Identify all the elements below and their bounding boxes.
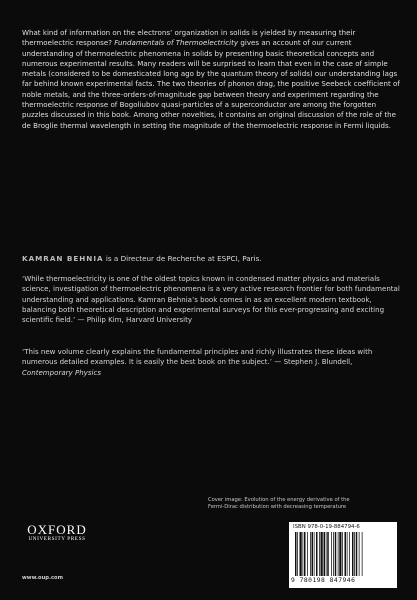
review-quote-kim [22,274,402,325]
review-quote-blundell-source: Contemporary Physics [22,367,102,377]
book-title: Fundamentals of Thermoelectricity [114,38,239,48]
author-name: KAMRAN BEHNIA [22,254,104,263]
cover-credit-line-1: Cover image: Evolution of the energy derivative of the [208,497,350,503]
publisher-logo [22,523,92,543]
blurb-text-start: What kind of information on the electrons’ organization in solids is yielded by measuring their thermoelectric response? [22,28,356,48]
barcode-icon [293,532,393,577]
book-blurb [22,28,402,131]
blurb-text-end: gives an account of our current understanding of thermoelectric phenomena in solids by presenting basic theoretical concepts and numerous experimental results. Many readers will be surprised to learn that even in the case of simple metals (considered to be domesticated long ago by the quantum theory of solids) our understanding lags far behind known experimental facts. The two theories of phonon drag, the positive Seebeck coefficient of noble metals, and the three-orders-of-magnitude gap between theory and experiment regarding the thermoelectric response of Bogoliubov quasi-particles of a superconductor are among the forgotten puzzles discussed in this book. Among other novelties, it contains an original discussion of the role of the de Broglie thermal wavelength in setting the magnitude of the thermoelectric response in Fermi liquids. [22,38,400,130]
isbn-barcode-panel [289,522,397,588]
cover-credit-line-2: Fermi-Dirac distribution with decreasing temperature [208,504,347,511]
review-quote-blundell [22,347,402,378]
publisher-url: www.oup.com [22,575,64,581]
blurb-paragraph [22,28,402,131]
author-bio [22,254,402,264]
review-quote-kim-text: ‘While thermoelectricity is one of the oldest topics known in condensed matter physics and materials science, investigation of thermoelectric phenomena is a very active research frontier for both fundamental understanding and applications. Kamran Behnia’s book comes in as an excellent modern textbook, balancing both theoretical description and experimental surveys for this ever-progressing and exciting scientific field.’ — Philip Kim, Harvard University [22,274,400,325]
publisher-press: UNIVERSITY PRESS [28,536,86,542]
publisher-brand: OXFORD [27,522,87,537]
isbn-label: ISBN 978-0-19-884794-6 [293,524,360,530]
author-description: is a Directeur de Recherche at ESPCI, Paris. [103,254,262,263]
review-quote-blundell-text: ‘This new volume clearly explains the fundamental principles and richly illustrates these ideas with numerous detailed examples. It is easily the best book on the subject.’ — Stephen J. Blundell, [22,347,373,367]
barcode-digits: 9 780198 847946 [291,577,356,584]
cover-image-credit [208,497,403,512]
